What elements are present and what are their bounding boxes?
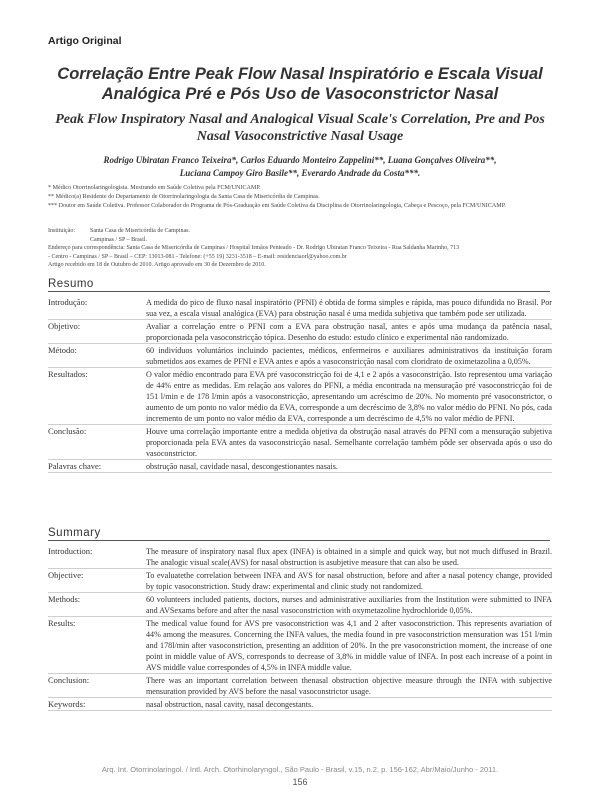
author-line: Luciana Campoy Giro Basile**, Everardo Andrade da Costa***. (179, 168, 421, 178)
abstract-row-label: Método: (48, 345, 77, 355)
abstract-row-text: To evaluatethe correlation between INFA and AVS for nasal obstruction, before and after a nasal potency change, provided by topic vasoconstriction. Study draw: experimental and clinic study not randomized. (146, 571, 552, 591)
correspondence-block (48, 227, 558, 270)
abstract-row-text: A medida do pico de fluxo nasal inspiratório (PFNI) é obtida de forma simples e rápida, mas pouco difundida no Brasil. Por sua vez, a escala visual analógica (EVA) para obstrução nasal é uma medida subjetiva que também pode ser utilizada. (146, 298, 552, 318)
journal-footer: Arq. Int. Otorrinolaringol. / Intl. Arch. Otorhinolaryngol., São Paulo - Brasil, v.15, n.2, p. 156-162, Abr/Maio/Junho - 2011. (101, 765, 499, 774)
abstract-row (48, 320, 552, 344)
abstract-row (48, 545, 552, 569)
title-portuguese: Correlação Entre Peak Flow Nasal Inspiratório e Escala Visual Analógica Pré e Pós Uso de Vasoconstrictor Nasal (57, 65, 543, 103)
article-dates: Artigo recebido em 18 de Outubro de 2010. Artigo aprovado em 30 de Dezembro de 2010. (48, 262, 266, 269)
institution-line: Santa Casa de Misericórdia de Campinas. (90, 228, 190, 234)
abstract-row-text: There was an important correlation between thenasal obstruction objective measure through the INFA with subjective mensuration provided by AVS before the nasal vasoconstrictor usage. (146, 676, 552, 696)
abstract-row-label: Results: (48, 618, 76, 628)
abstract-row (48, 569, 552, 593)
author-line: Rodrigo Ubiratan Franco Teixeira*, Carlos Eduardo Monteiro Zappelini**, Luana Gonçalves Oliveira**, (103, 155, 497, 165)
affiliation-line: *** Doutor em Saúde Coletiva. Professor Colaborador do Programa de Pós-Graduação em Saúde Coletiva da Disciplina de Otorrinolaringologia, Cabeça e Pescoço, pela FCM/UNICAMP. (48, 203, 506, 210)
affiliation-line: * Médico Otorrinolaringologista. Mestrando em Saúde Coletiva pela FCM/UNICAMP. (48, 185, 261, 191)
abstract-row (48, 296, 552, 320)
abstract-row-label: Keywords: (48, 699, 86, 709)
abstract-row-label: Objetivo: (48, 321, 81, 331)
abstract-row (48, 698, 552, 711)
abstract-row-text: nasal obstruction, nasal cavity, nasal decongestants. (146, 700, 314, 709)
abstract-row-label: Palavras chave: (48, 461, 102, 471)
abstract-row (48, 593, 552, 617)
abstract-row (48, 344, 552, 368)
title-english: Peak Flow Inspiratory Nasal and Analogical Visual Scale's Correlation, Pre and Pos Nasal Vasoconstrictive Nasal Usage (55, 112, 545, 144)
resumo-heading: Resumo (48, 278, 550, 292)
page-number: 156 (292, 777, 308, 787)
abstract-row (48, 674, 552, 698)
resumo-table (48, 296, 552, 473)
abstract-row (48, 617, 552, 674)
abstract-row-text: The medical value found for AVS pre vasoconstriction was 4,1 and 2 after vasoconstriction. This represents avariation of 44% among the measures. Concerning the INFA values, the media found in pre vasoconstriction mensuration was 151 l/min and 178l/min after vasoconstriction, presenting an addition of 20%. In the pre vasoconstriction moment, the increase of one point in middle value of AVS, corresponds to decrease of 3,8% in middle value of INFA. In post each increase of a point in AVS middle value correspondes of 4,5% in INFA middle value. (146, 619, 552, 672)
summary-table (48, 545, 552, 711)
institution-label: Instituição: (48, 228, 75, 234)
abstract-row-text: 60 volunteers included patients, doctors, nurses and administrative auxiliaries from the Institution were submitted to INFA and AVSexams before and after the nasal vasoconstriction with oxymetazoline hydrochloride 0,05%. (146, 595, 552, 615)
abstract-row (48, 368, 552, 425)
abstract-row-label: Resultados: (48, 369, 88, 379)
institution-line: Campinas / SP – Brasil. (90, 236, 147, 243)
affiliation-line: ** Médico(a) Residente do Departamento de Otorrinolaringologia da Santa Casa de Misericórdia de Campinas. (48, 194, 320, 201)
abstract-row-text: O valor médio encontrado para EVA pré vasoconstricção foi de 4,1 e 2 após a vasoconstrição. Isto representou uma variação de 44% entre as medidas. Em relação aos valores do PFNI, a média encontrada na mensuração pré vasoconstricção foi de 151 l/min e de 178 l/min após a vasoconstricção, apresentando um acréscimo de 20%. No momento pré vasoconstrictor, o aumento de um ponto no valor médio da EVA, corresponde a um decréscimo de 3,8% no valor médio do PFNI. No pós, cada incremento de um ponto no valor médio da EVA, corresponde a um decréscimo de 4,5% no valor médio de PFNI. (146, 370, 552, 423)
summary-heading: Summary (48, 527, 550, 541)
author-list (40, 154, 560, 180)
abstract-row-text: Houve uma correlação importante entre a medida objetiva da obstrução nasal através do PFNI com a mensuração subjetiva proporcionada pela EVA antes da vasoconstricção nasal. Semelhante correlação também pôde ser observada após o uso do vasoconstrictor. (146, 427, 552, 458)
abstract-row-label: Introduction: (48, 546, 93, 556)
address-line: - Centro - Campinas / SP – Brasil – CEP: 13013-081 - Telefone: (+55 19) 3231-3518 – E-mail: residenciaorl@yahoo.com.br (48, 253, 347, 260)
abstract-row-label: Conclusão: (48, 426, 87, 436)
abstract-row-label: Methods: (48, 594, 81, 604)
article-type-label: Artigo Original (48, 35, 122, 47)
affiliations (48, 184, 558, 212)
abstract-row-label: Introdução: (48, 297, 88, 307)
abstract-row-text: Avaliar a correlação entre o PFNI com a EVA para obstrução nasal, antes e após uma mudança da patência nasal, proporcionada pela vasoconstricção tópica. Desenho do estudo: estudo clínico e experimental não randomizado. (146, 322, 552, 342)
abstract-row-text: 60 indivíduos voluntários incluindo pacientes, médicos, enfermeiros e auxiliares administrativos da instituição foram submetidos aos exames de PFNI e EVA antes e após a vasoconstricção nasal com cloridrato de oximetazolina a 0,05%. (146, 346, 552, 366)
abstract-row-text: The measure of inspiratory nasal flux apex (INFA) is obtained in a simple and quick way, but not much diffused in Brazil. The analogic visual scale(AVS) for nasal obstruction is asubjetive measure that can also be used. (146, 547, 552, 567)
abstract-row-text: obstrução nasal, cavidade nasal, descongestionantes nasais. (146, 462, 338, 471)
address-line: Endereço para correspondência: Santa Casa de Misericórdia de Campinas / Hospital Irmãos Penteado - Dr. Rodrigo Ubiratan Franco Teixeira - Rua Saldanha Marinho, 713 (48, 245, 460, 252)
abstract-row (48, 460, 552, 473)
abstract-row (48, 425, 552, 460)
abstract-row-label: Conclusion: (48, 675, 90, 685)
abstract-row-label: Objective: (48, 570, 84, 580)
